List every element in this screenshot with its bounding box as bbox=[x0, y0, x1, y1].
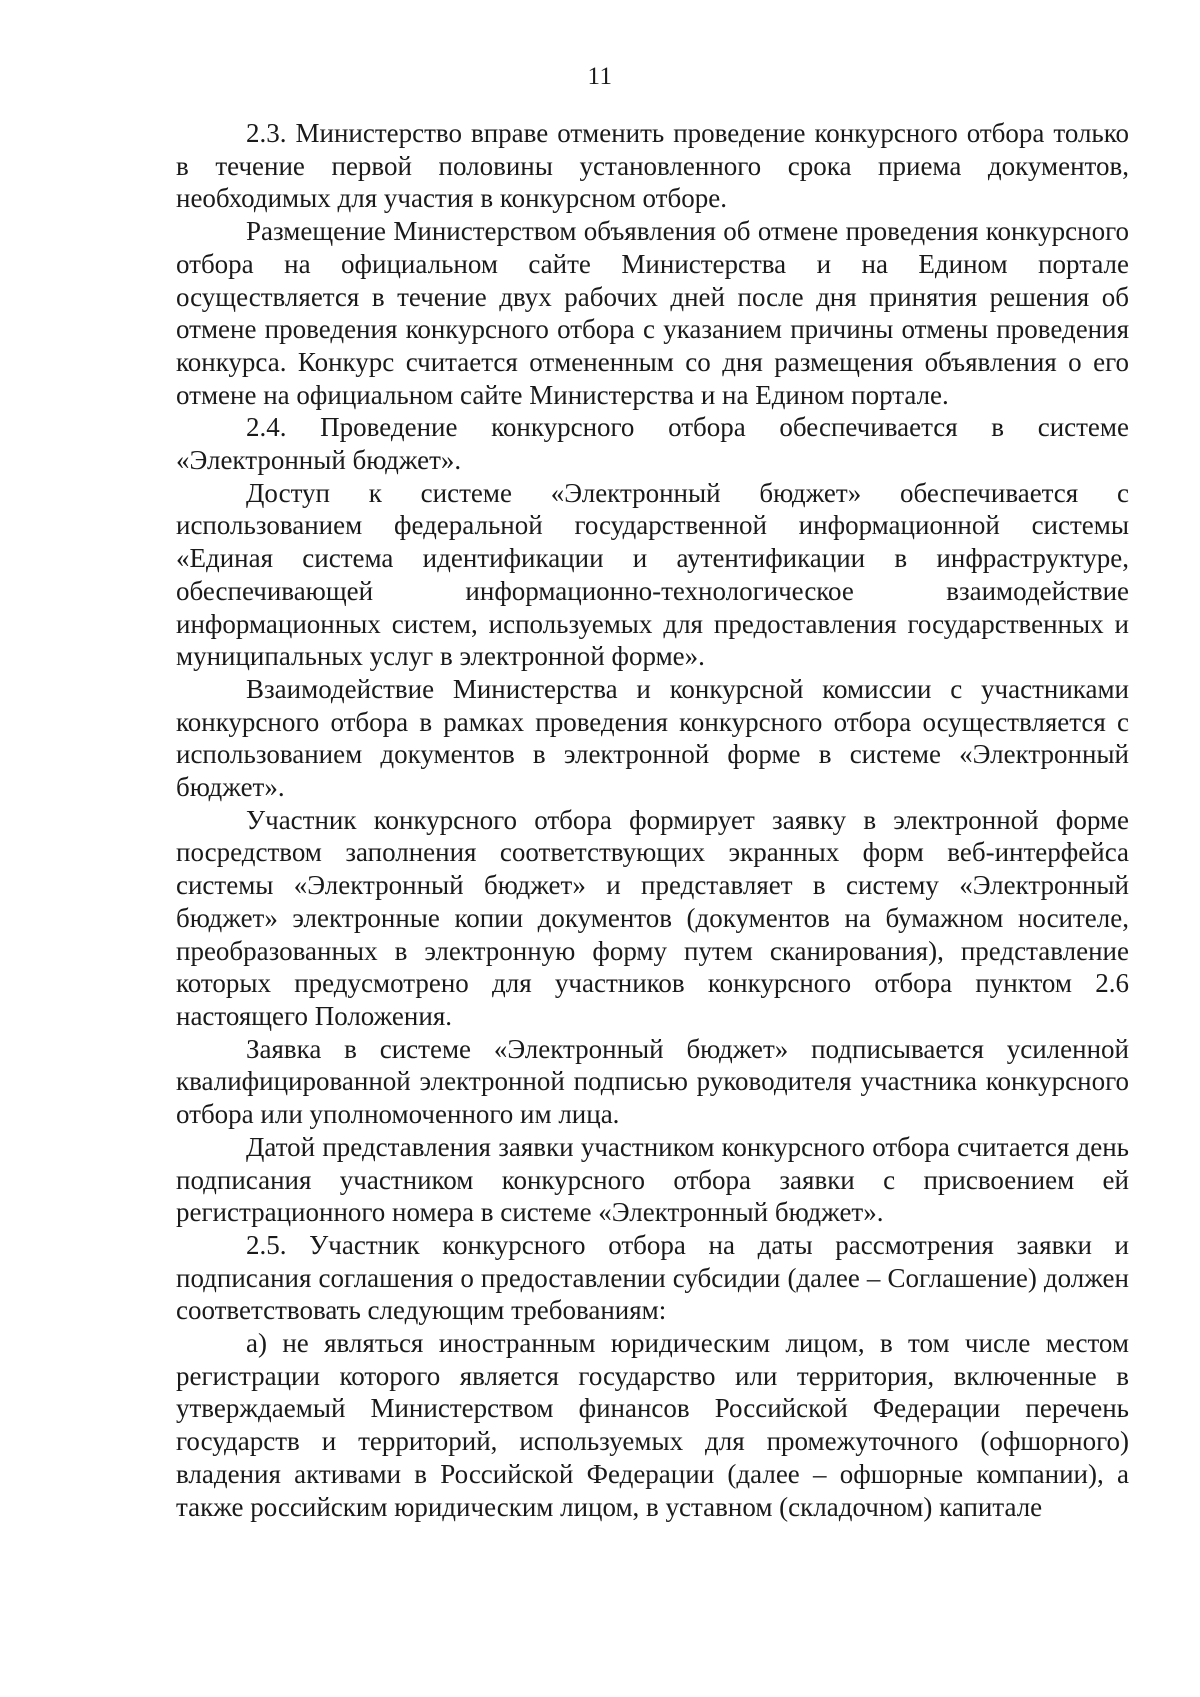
paragraph-system-access: Доступ к системе «Электронный бюджет» обеспечивается с использованием федеральной государственной информационной системы «Единая система идентификации и аутентификации в инфраструктуре, обеспечивающей информационно-технологическое взаимодействие информационных систем, используемых для предоставления государственных и муниципальных услуг в электронной форме». bbox=[176, 477, 1129, 672]
paragraph-requirement-a: а) не являться иностранным юридическим лицом, в том числе местом регистрации которого является государство или территория, включенные в утверждаемый Министерством финансов Российской Федерации перечень государств и территорий, используемых для промежуточного (офшорного) владения активами в Российской Федерации (далее – офшорные компании), а также российским юридическим лицом, в уставном (складочном) капитале bbox=[176, 1328, 1129, 1522]
paragraph-2-4: 2.4. Проведение конкурсного отбора обеспечивается в системе «Электронный бюджет». bbox=[176, 412, 1129, 476]
paragraph-application-signing: Заявка в системе «Электронный бюджет» подписывается усиленной квалифицированной электронной подписью руководителя участника конкурсного отбора или уполномоченного им лица. bbox=[176, 1033, 1129, 1130]
document-body bbox=[176, 117, 1129, 1523]
paragraph-submission-date: Датой представления заявки участником конкурсного отбора считается день подписания участником конкурсного отбора заявки с присвоением ей регистрационного номера в системе «Электронный бюджет». bbox=[176, 1131, 1129, 1228]
paragraph-application-forming: Участник конкурсного отбора формирует заявку в электронной форме посредством заполнения соответствующих экранных форм веб-интерфейса системы «Электронный бюджет» и представляет в систему «Электронный бюджет» электронные копии документов (документов на бумажном носителе, преобразованных в электронную форму путем сканирования), представление которых предусмотрено для участников конкурсного отбора пунктом 2.6 настоящего Положения. bbox=[176, 804, 1129, 1031]
paragraph-2-3: 2.3. Министерство вправе отменить проведение конкурсного отбора только в течение первой половины установленного срока приема документов, необходимых для участия в конкурсном отборе. bbox=[176, 118, 1129, 214]
paragraph-cancellation-notice: Размещение Министерством объявления об отмене проведения конкурсного отбора на официальном сайте Министерства и на Едином портале осуществляется в течение двух рабочих дней после дня принятия решения об отмене проведения конкурсного отбора с указанием причины отмены проведения конкурса. Конкурс считается отмененным со дня размещения объявления о его отмене на официальном сайте Министерства и на Едином портале. bbox=[176, 216, 1129, 410]
paragraph-2-5: 2.5. Участник конкурсного отбора на даты рассмотрения заявки и подписания соглашения о предоставлении субсидии (далее – Соглашение) должен соответствовать следующим требованиям: bbox=[176, 1229, 1129, 1326]
page-number: 11 bbox=[587, 63, 613, 90]
paragraph-interaction: Взаимодействие Министерства и конкурсной комиссии с участниками конкурсного отбора в рамках проведения конкурсного отбора осуществляется с использованием документов в электронной форме в системе «Электронный бюджет». bbox=[176, 673, 1129, 803]
